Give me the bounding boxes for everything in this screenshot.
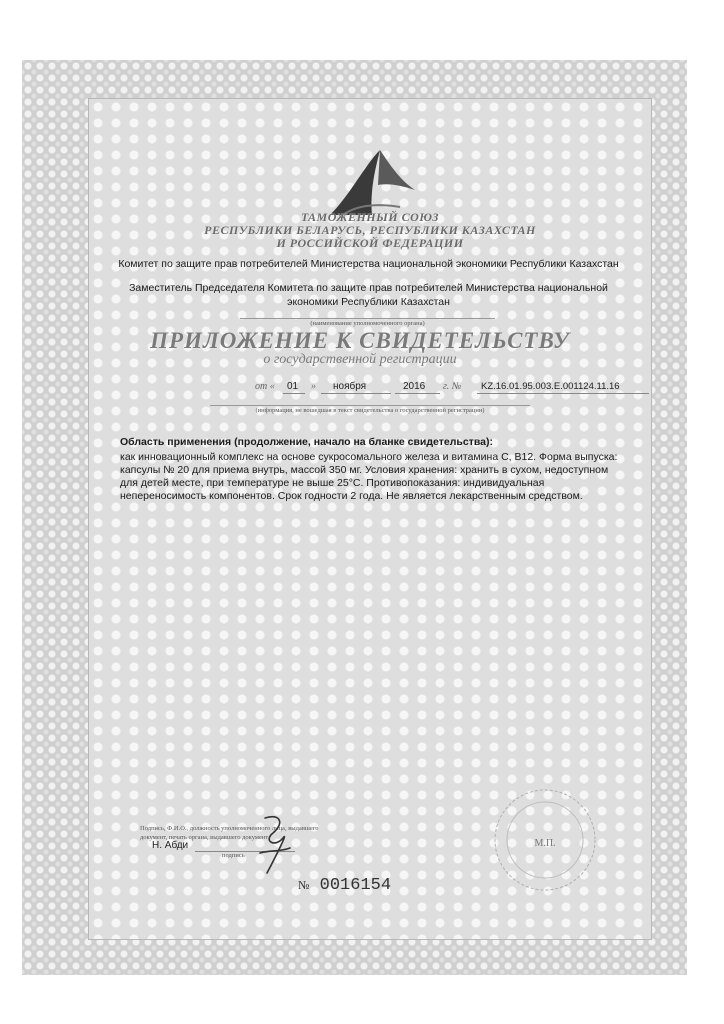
seal-stamp-icon: [490, 785, 600, 895]
signer-name: Н. Абди: [152, 840, 189, 851]
scope-text: как инновационный комплекс на основе сукросомального железа и витамина С, В12. Форма выпуска: капсулы № 20 для приема внутрь, массой 350 мг. Условия хранения: хранить в сухом, недоступном для детей месте, при температуре не выше 25°С. Противопоказания: индивидуальная непереносимость компонентов. Срок годности 2 года. Не является лекарственным средством.: [120, 451, 618, 502]
date-year: 2016: [403, 381, 426, 392]
date-prefix: от «: [255, 381, 275, 392]
union-title-line1: ТАМОЖЕННЫЙ СОЮЗ: [300, 210, 440, 224]
signature-caption: Подпись, Ф.И.О., должность уполномоченного лица, выдавшего документ, печать органа, выдавшего документ: [140, 825, 319, 841]
date-quote-close: »: [311, 381, 316, 392]
union-title-line3: И РОССИЙСКОЙ ФЕДЕРАЦИИ: [276, 236, 464, 250]
blank-number-value: 0016154: [319, 876, 392, 895]
authority-position: Заместитель Председателя Комитета по защите прав потребителей Министерства национальной экономики Республики Казахстан: [129, 282, 608, 308]
date-number-line: [255, 381, 655, 395]
document-subtitle: о государственной регистрации: [263, 352, 457, 367]
customs-union-emblem-icon: [320, 145, 420, 220]
authority-name: Комитет по защите прав потребителей Министерства национальной экономики Республики Казахстан: [118, 258, 619, 270]
date-day: 01: [287, 381, 299, 392]
date-month: ноября: [333, 381, 367, 392]
year-suffix: г. №: [443, 381, 462, 392]
authority-caption: (наименование уполномоченного органа): [240, 318, 495, 327]
blank-number: [298, 876, 391, 895]
certificate-number: KZ.16.01.95.003.E.001124.11.16: [481, 381, 620, 392]
number-sign: №: [298, 878, 310, 892]
document-title: ПРИЛОЖЕНИЕ К СВИДЕТЕЛЬСТВУ: [150, 328, 570, 353]
seal-label: М.П.: [534, 838, 556, 849]
handwritten-signature-icon: [245, 808, 305, 878]
union-title-line2: РЕСПУБЛИКИ БЕЛАРУСЬ, РЕСПУБЛИКИ КАЗАХСТАН: [204, 223, 536, 237]
signature-line-caption: подпись: [222, 852, 245, 859]
info-caption: (информация, не вошедшая в текст свидетельства о государственной регистрации): [210, 405, 530, 414]
scope-title: Область применения (продолжение, начало на бланке свидетельства):: [120, 436, 493, 448]
